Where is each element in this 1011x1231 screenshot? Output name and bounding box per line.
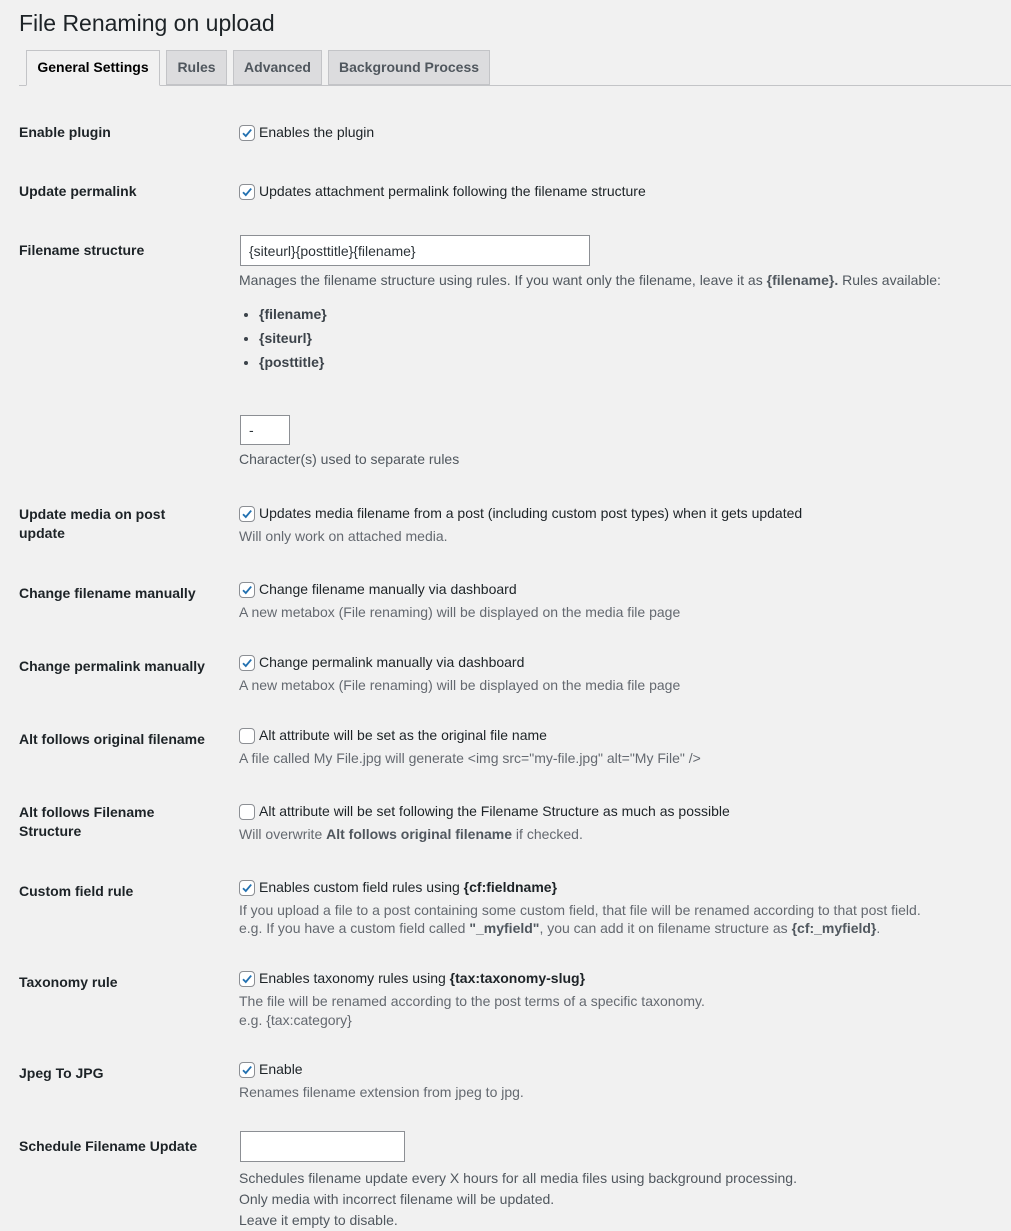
schedule-desc: [239, 1168, 999, 1231]
update-media-checkbox[interactable]: [239, 506, 255, 522]
filename-structure-label: Filename structure: [19, 242, 145, 258]
custom-field-desc2-bold2: {cf:_myfield}: [791, 920, 877, 936]
taxonomy-text-bold: {tax:taxonomy-slug}: [449, 970, 586, 986]
checkmark-icon: [240, 126, 254, 140]
checkmark-icon: [240, 881, 254, 895]
filename-structure-desc-pre: Manages the filename structure using rules. If you want only the filename, leave it as: [239, 272, 767, 288]
custom-field-label: Custom field rule: [19, 883, 134, 899]
jpeg-desc: Renames filename extension from jpeg to jpg.: [239, 1084, 524, 1100]
custom-field-desc1: If you upload a file to a post containing some custom field, that file will be renamed according to that post field.: [239, 902, 921, 918]
update-media-text: Updates media filename from a post (including custom post types) when it gets updated: [259, 505, 803, 521]
tab-general-settings[interactable]: General Settings: [26, 50, 160, 86]
checkmark-icon: [240, 656, 254, 670]
taxonomy-desc2: e.g. {tax:category}: [239, 1012, 352, 1028]
checkmark-icon: [240, 972, 254, 986]
alt-original-label: Alt follows original filename: [19, 731, 205, 747]
jpeg-field: [239, 1060, 999, 1102]
change-filename-text: Change filename manually via dashboard: [259, 581, 517, 597]
schedule-desc1: Schedules filename update every X hours for all media files using background processing.: [239, 1170, 797, 1186]
alt-original-field: [239, 726, 999, 768]
alt-structure-desc-post: if checked.: [512, 826, 583, 842]
separator-input[interactable]: [240, 415, 290, 445]
custom-field-desc2-pre: e.g. If you have a custom field called: [239, 920, 470, 936]
custom-field-desc2: [239, 919, 999, 937]
taxonomy-text-pre: Enables taxonomy rules using: [259, 970, 446, 986]
change-filename-field: [239, 580, 999, 622]
checkmark-icon: [240, 185, 254, 199]
enable-plugin-checkbox[interactable]: [239, 125, 255, 141]
rule-item: • {filename}: [259, 302, 999, 326]
alt-structure-label: Alt follows Filename Structure: [19, 804, 155, 839]
checkmark-icon: [240, 583, 254, 597]
filename-structure-input[interactable]: [240, 235, 590, 266]
separator-desc: [239, 450, 999, 469]
change-filename-label: Change filename manually: [19, 585, 196, 601]
enable-plugin-field: [239, 123, 999, 142]
alt-structure-desc: [239, 825, 999, 844]
change-permalink-text: Change permalink manually via dashboard: [259, 654, 525, 670]
page-title: File Renaming on upload: [19, 10, 275, 36]
change-permalink-label: Change permalink manually: [19, 658, 205, 674]
checkmark-icon: [240, 507, 254, 521]
schedule-desc2: Only media with incorrect filename will be updated.: [239, 1191, 555, 1207]
schedule-desc3: Leave it empty to disable.: [239, 1212, 398, 1228]
update-permalink-field: [239, 182, 999, 201]
rule-item: • {posttitle}: [259, 350, 999, 374]
alt-original-checkbox[interactable]: [239, 728, 255, 744]
update-media-label: Update media on post update: [19, 506, 166, 541]
rule-item: • {siteurl}: [259, 326, 999, 350]
alt-structure-desc-pre: Will overwrite: [239, 826, 327, 842]
update-permalink-label: Update permalink: [19, 183, 137, 199]
filename-structure-desc-post: Rules available:: [838, 272, 941, 288]
custom-field-field: [239, 878, 999, 937]
separator-desc-text: Character(s) used to separate rules: [239, 451, 460, 467]
custom-field-desc2-post: .: [876, 920, 881, 936]
jpeg-label: Jpeg To JPG: [19, 1065, 104, 1081]
custom-field-checkbox[interactable]: [239, 880, 255, 896]
change-filename-desc: A new metabox (File renaming) will be displayed on the media file page: [239, 604, 681, 620]
update-media-field: [239, 504, 999, 546]
alt-structure-desc-bold: Alt follows original filename: [326, 826, 513, 842]
checkmark-icon: [240, 1063, 254, 1077]
update-media-desc: Will only work on attached media.: [239, 528, 448, 544]
alt-structure-field: [239, 802, 999, 844]
update-permalink-checkbox[interactable]: [239, 184, 255, 200]
taxonomy-field: [239, 969, 999, 1029]
tab-advanced[interactable]: Advanced: [233, 50, 322, 85]
taxonomy-label: Taxonomy rule: [19, 974, 118, 990]
alt-original-desc: A file called My File.jpg will generate <img src="my-file.jpg" alt="My File" />: [239, 750, 701, 766]
filename-structure-desc: [239, 271, 999, 290]
change-permalink-field: [239, 653, 999, 695]
rules-list: [239, 302, 999, 374]
alt-original-text: Alt attribute will be set as the original file name: [259, 727, 547, 743]
tab-rules[interactable]: Rules: [166, 50, 227, 85]
custom-field-desc2-mid: , you can add it on filename structure as: [539, 920, 792, 936]
alt-structure-checkbox[interactable]: [239, 804, 255, 820]
change-filename-checkbox[interactable]: [239, 582, 255, 598]
taxonomy-checkbox[interactable]: [239, 971, 255, 987]
filename-structure-desc-bold: {filename}.: [766, 272, 839, 288]
custom-field-text-bold: {cf:fieldname}: [463, 879, 558, 895]
custom-field-desc2-bold1: "_myfield": [469, 920, 540, 936]
change-permalink-desc: A new metabox (File renaming) will be displayed on the media file page: [239, 677, 681, 693]
enable-plugin-text: Enables the plugin: [259, 124, 375, 140]
taxonomy-desc1: The file will be renamed according to the post terms of a specific taxonomy.: [239, 993, 705, 1009]
schedule-label: Schedule Filename Update: [19, 1138, 198, 1154]
change-permalink-checkbox[interactable]: [239, 655, 255, 671]
update-permalink-text: Updates attachment permalink following the filename structure: [259, 183, 646, 199]
custom-field-text-pre: Enables custom field rules using: [259, 879, 460, 895]
alt-structure-text: Alt attribute will be set following the Filename Structure as much as possible: [259, 803, 730, 819]
schedule-input[interactable]: [240, 1131, 405, 1162]
jpeg-text: Enable: [259, 1061, 303, 1077]
jpeg-checkbox[interactable]: [239, 1062, 255, 1078]
tabs-divider: [19, 85, 1011, 86]
tab-background-process[interactable]: Background Process: [328, 50, 490, 85]
enable-plugin-label: Enable plugin: [19, 124, 111, 140]
